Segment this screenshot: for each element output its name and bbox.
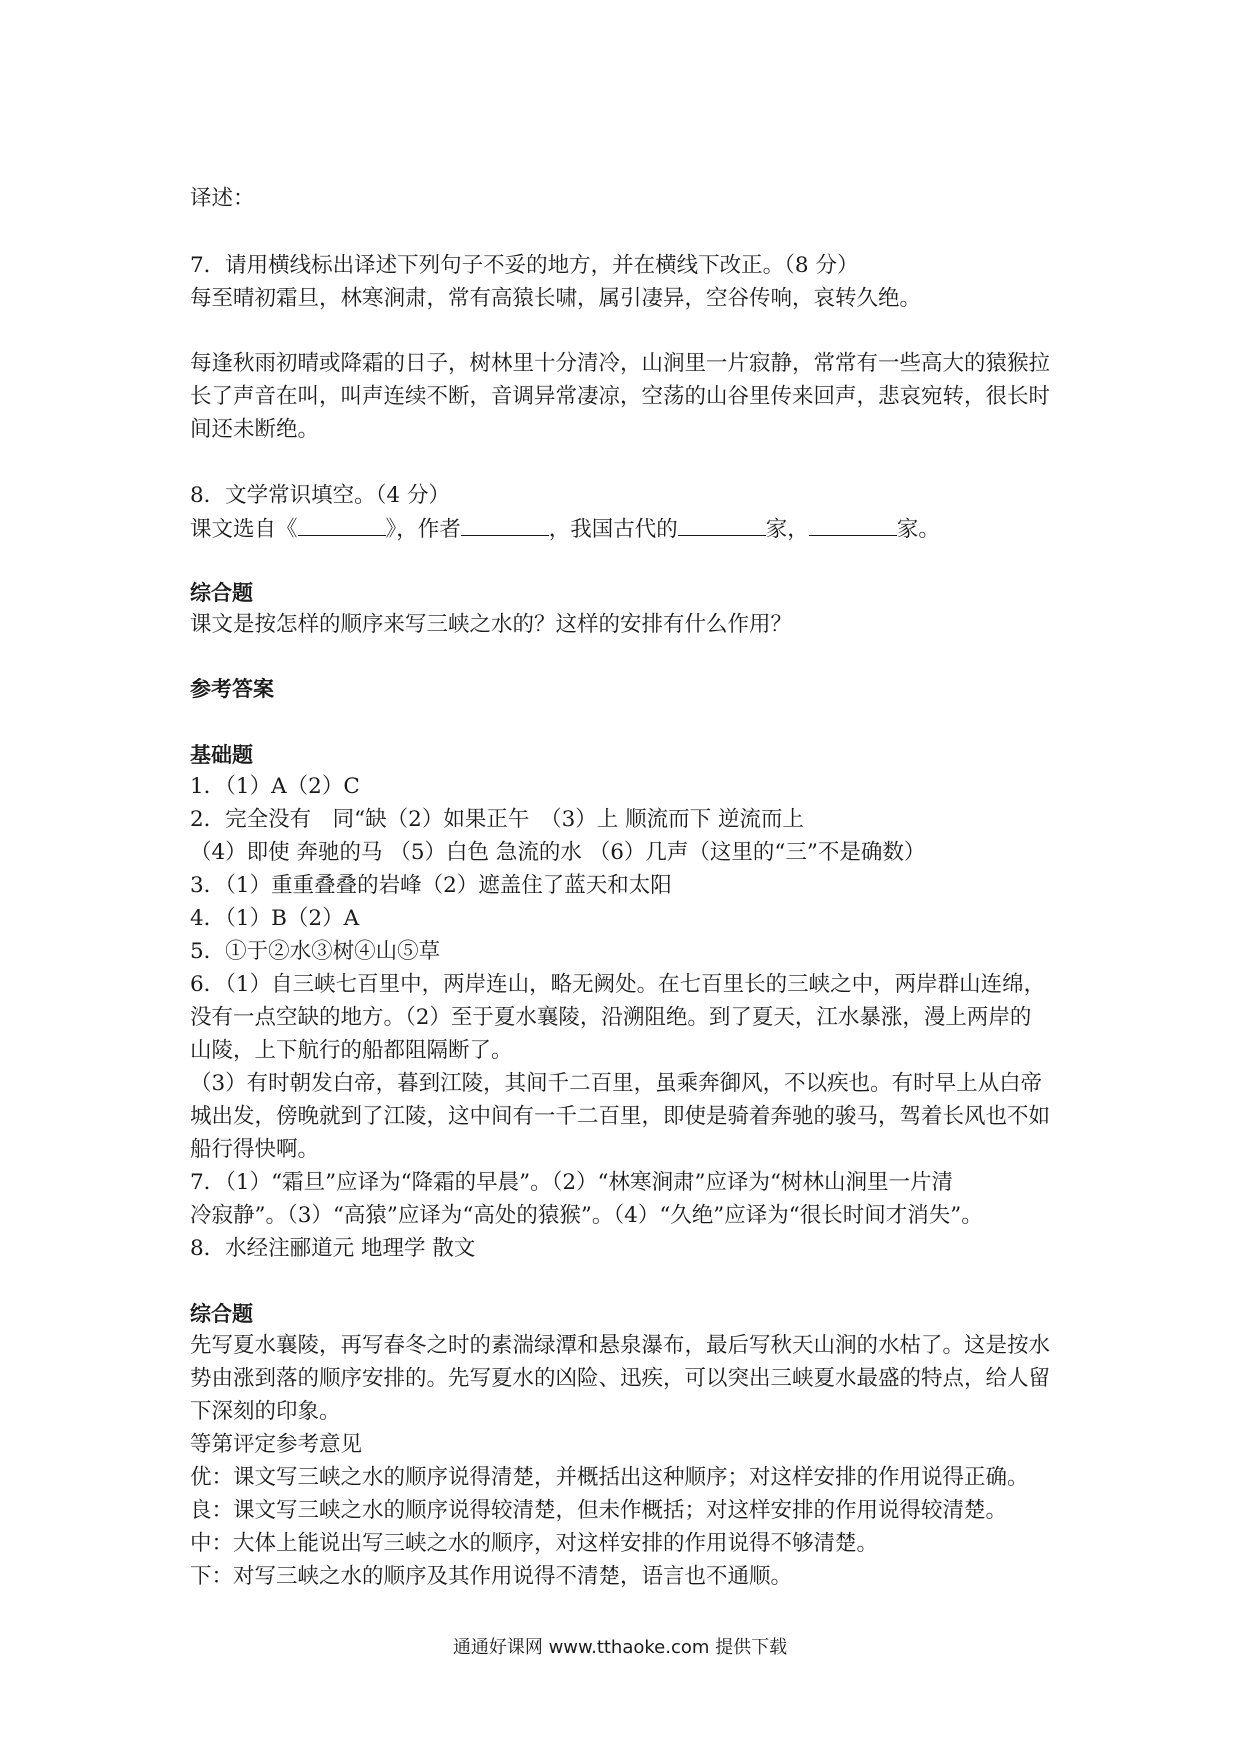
blank-field-2 [809,513,897,536]
answer-5: 5．①于②水③树④山⑤草 [190,939,441,964]
question-7: 7．请用横线标出译述下列句子不妥的地方，并在横线下改正。（8 分） [190,253,859,278]
question-8: 8．文学常识填空。（4 分） [190,483,450,508]
translation-label: 译述： [190,186,255,211]
comprehensive-answer-line-2: 势由涨到落的顺序安排的。先写夏水的凶险、迅疾，可以突出三峡夏水最盛的特点，给人留 [190,1366,1051,1391]
answer-6-line-2: 没有一点空缺的地方。（2）至于夏水襄陵，沿溯阻绝。到了夏天，江水暴涨，漫上两岸的 [190,1005,1032,1030]
section-heading-answers: 参考答案 [190,677,274,701]
blank-author [461,513,549,536]
answer-6-line-4: （3）有时朝发白帝，暮到江陵，其间千二百里，虽乘奔御风，不以疾也。有时早上从白帝 [190,1071,1043,1096]
question-8-fill [190,513,1070,546]
question-7-translation-line-1: 每逢秋雨初晴或降霜的日子，树林里十分清冷，山涧里一片寂静，常常有一些高大的猿猴拉 [190,351,1051,376]
answer-2-line-2: （4）即使 奔驰的马 （5）白色 急流的水 （6）几声（这里的“三”不是确数） [190,840,926,865]
fill-text-d: 家， [765,517,809,542]
grading-heading: 等第评定参考意见 [190,1432,363,1457]
answer-3: 3．（1）重重叠叠的岩峰（2）遮盖住了蓝天和太阳 [190,873,672,898]
section-heading-comprehensive: 综合题 [190,581,253,605]
answer-8: 8．水经注郦道元 地理学 散文 [190,1236,476,1261]
question-7-source: 每至晴初霜旦，林寒涧肃，常有高猿长啸，属引凄异，空谷传响，哀转久绝。 [190,286,922,311]
answer-4: 4．（1）B（2）A [190,906,360,931]
answer-6-line-6: 船行得快啊。 [190,1137,320,1162]
fill-text-a: 课文选自《 [190,517,298,542]
answer-2-line-1: 2．完全没有 同“缺（2）如果正午 （3）上 顺流而下 逆流而上 [190,807,804,832]
answer-1: 1．（1）A（2）C [190,774,360,799]
comprehensive-answer-line-3: 下深刻的印象。 [190,1399,341,1424]
page-footer: 通通好课网 www.tthaoke.com 提供下载 [452,1637,788,1658]
section-heading-basic: 基础题 [190,743,253,767]
fill-text-b: 》，作者 [385,517,461,542]
answer-6-line-3: 山陵，上下航行的船都阻隔断了。 [190,1038,513,1063]
question-7-translation-line-3: 间还未断绝。 [190,417,320,442]
grading-poor: 下：对写三峡之水的顺序及其作用说得不清楚，语言也不通顺。 [190,1564,793,1589]
fill-text-e: 家。 [896,517,940,542]
answer-6-line-5: 城出发，傍晚就到了江陵，这中间有一千二百里，即使是骑着奔驰的骏马，驾着长风也不如 [190,1104,1051,1129]
comprehensive-answer-line-1: 先写夏水襄陵，再写春冬之时的素湍绿潭和悬泉瀑布，最后写秋天山涧的水枯了。这是按水 [190,1333,1051,1358]
comprehensive-question: 课文是按怎样的顺序来写三峡之水的？这样的安排有什么作用？ [190,612,793,637]
grading-good: 良：课文写三峡之水的顺序说得较清楚，但未作概括；对这样安排的作用说得较清楚。 [190,1498,1008,1523]
answer-7-line-1: 7．（1）“霜旦”应译为“降霜的早晨”。（2）“林寒涧肃”应译为“树林山涧里一片清 [190,1170,953,1195]
section-heading-comprehensive-answer: 综合题 [190,1302,253,1326]
grading-average: 中：大体上能说出写三峡之水的顺序，对这样安排的作用说得不够清楚。 [190,1531,879,1556]
grading-excellent: 优：课文写三峡之水的顺序说得清楚，并概括出这种顺序；对这样安排的作用说得正确。 [190,1465,1029,1490]
blank-book [298,513,386,536]
question-7-translation-line-2: 长了声音在叫，叫声连续不断，音调异常凄凉，空荡的山谷里传来回声，悲哀宛转，很长时 [190,384,1051,409]
fill-text-c: ，我国古代的 [548,517,678,542]
answer-6-line-1: 6．（1）自三峡七百里中，两岸连山，略无阙处。在七百里长的三峡之中，两岸群山连绵， [190,972,1046,997]
answer-7-line-2: 冷寂静”。（3）“高猿”应译为“高处的猿猴”。（4）“久绝”应译为“很长时间才消失”。 [190,1203,983,1228]
blank-field-1 [678,513,766,536]
